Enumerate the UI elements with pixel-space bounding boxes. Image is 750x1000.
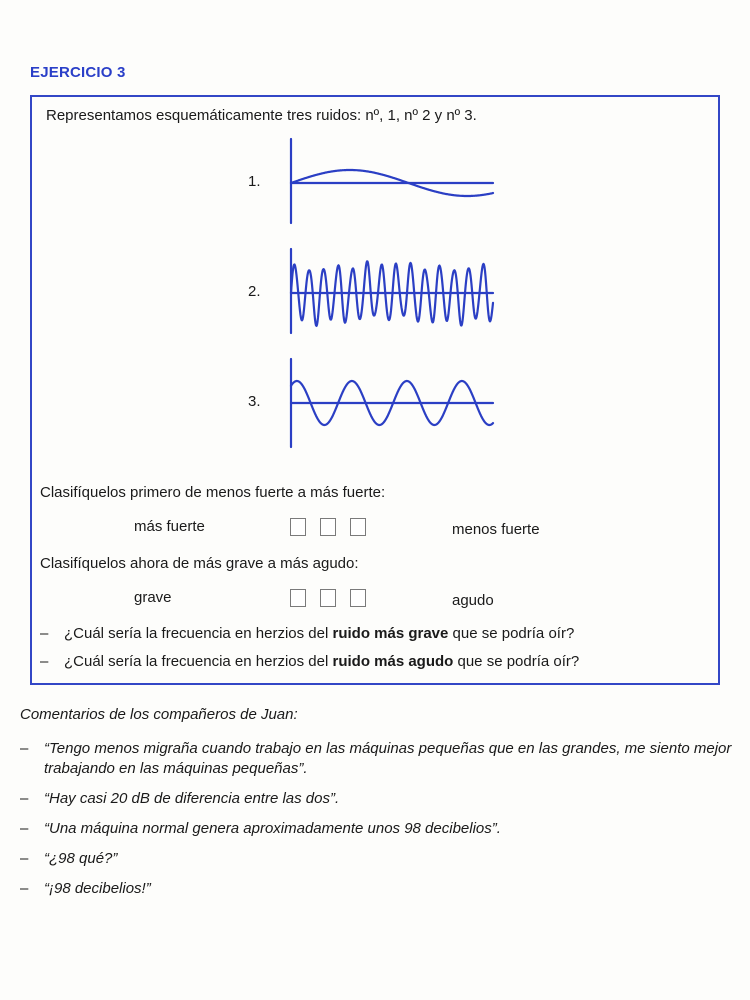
answer-box[interactable]	[290, 589, 306, 607]
wave-3-diagram	[287, 357, 497, 449]
loudness-boxes	[290, 518, 366, 536]
loudness-right-label: menos fuerte	[452, 521, 540, 538]
wave-2-diagram	[287, 247, 497, 337]
list-item: – “Hay casi 20 dB de diferencia entre las dos”.	[20, 790, 340, 807]
pitch-prompt: Clasifíquelos ahora de más grave a más agudo:	[40, 555, 359, 572]
intro-text: Representamos esquemáticamente tres ruidos: nº, 1, nº 2 y nº 3.	[46, 107, 477, 124]
answer-box[interactable]	[320, 518, 336, 536]
exercise-title: EJERCICIO 3	[30, 64, 126, 81]
pitch-boxes	[290, 589, 366, 607]
wave-3-label: 3.	[248, 393, 261, 410]
pitch-right-label: agudo	[452, 592, 494, 609]
question-lowest-frequency: – ¿Cuál sería la frecuencia en herzios del ruido más grave que se podría oír?	[40, 625, 575, 642]
wave-1-label: 1.	[248, 173, 261, 190]
wave-2-label: 2.	[248, 283, 261, 300]
pitch-left-label: grave	[134, 589, 172, 606]
loudness-left-label: más fuerte	[134, 518, 205, 535]
list-item: – “Una máquina normal genera aproximadamente unos 98 decibelios”.	[20, 820, 501, 837]
wave-1-diagram	[287, 137, 497, 227]
list-item: – “Tengo menos migraña cuando trabajo en las máquinas pequeñas que en las grandes, me siento mejor trabajando en las máquinas pequeñas”.	[20, 740, 732, 777]
comments-heading: Comentarios de los compañeros de Juan:	[20, 706, 298, 723]
comments-list	[20, 739, 740, 899]
question-highest-frequency: – ¿Cuál sería la frecuencia en herzios del ruido más agudo que se podría oír?	[40, 653, 580, 670]
list-item: – “¡98 decibelios!”	[20, 880, 151, 897]
answer-box[interactable]	[350, 589, 366, 607]
answer-box[interactable]	[290, 518, 306, 536]
answer-box[interactable]	[350, 518, 366, 536]
comments-section	[20, 706, 740, 909]
loudness-prompt: Clasifíquelos primero de menos fuerte a más fuerte:	[40, 484, 386, 501]
list-item: – “¿98 qué?”	[20, 850, 118, 867]
answer-box[interactable]	[320, 589, 336, 607]
exercise-frame	[30, 95, 720, 685]
